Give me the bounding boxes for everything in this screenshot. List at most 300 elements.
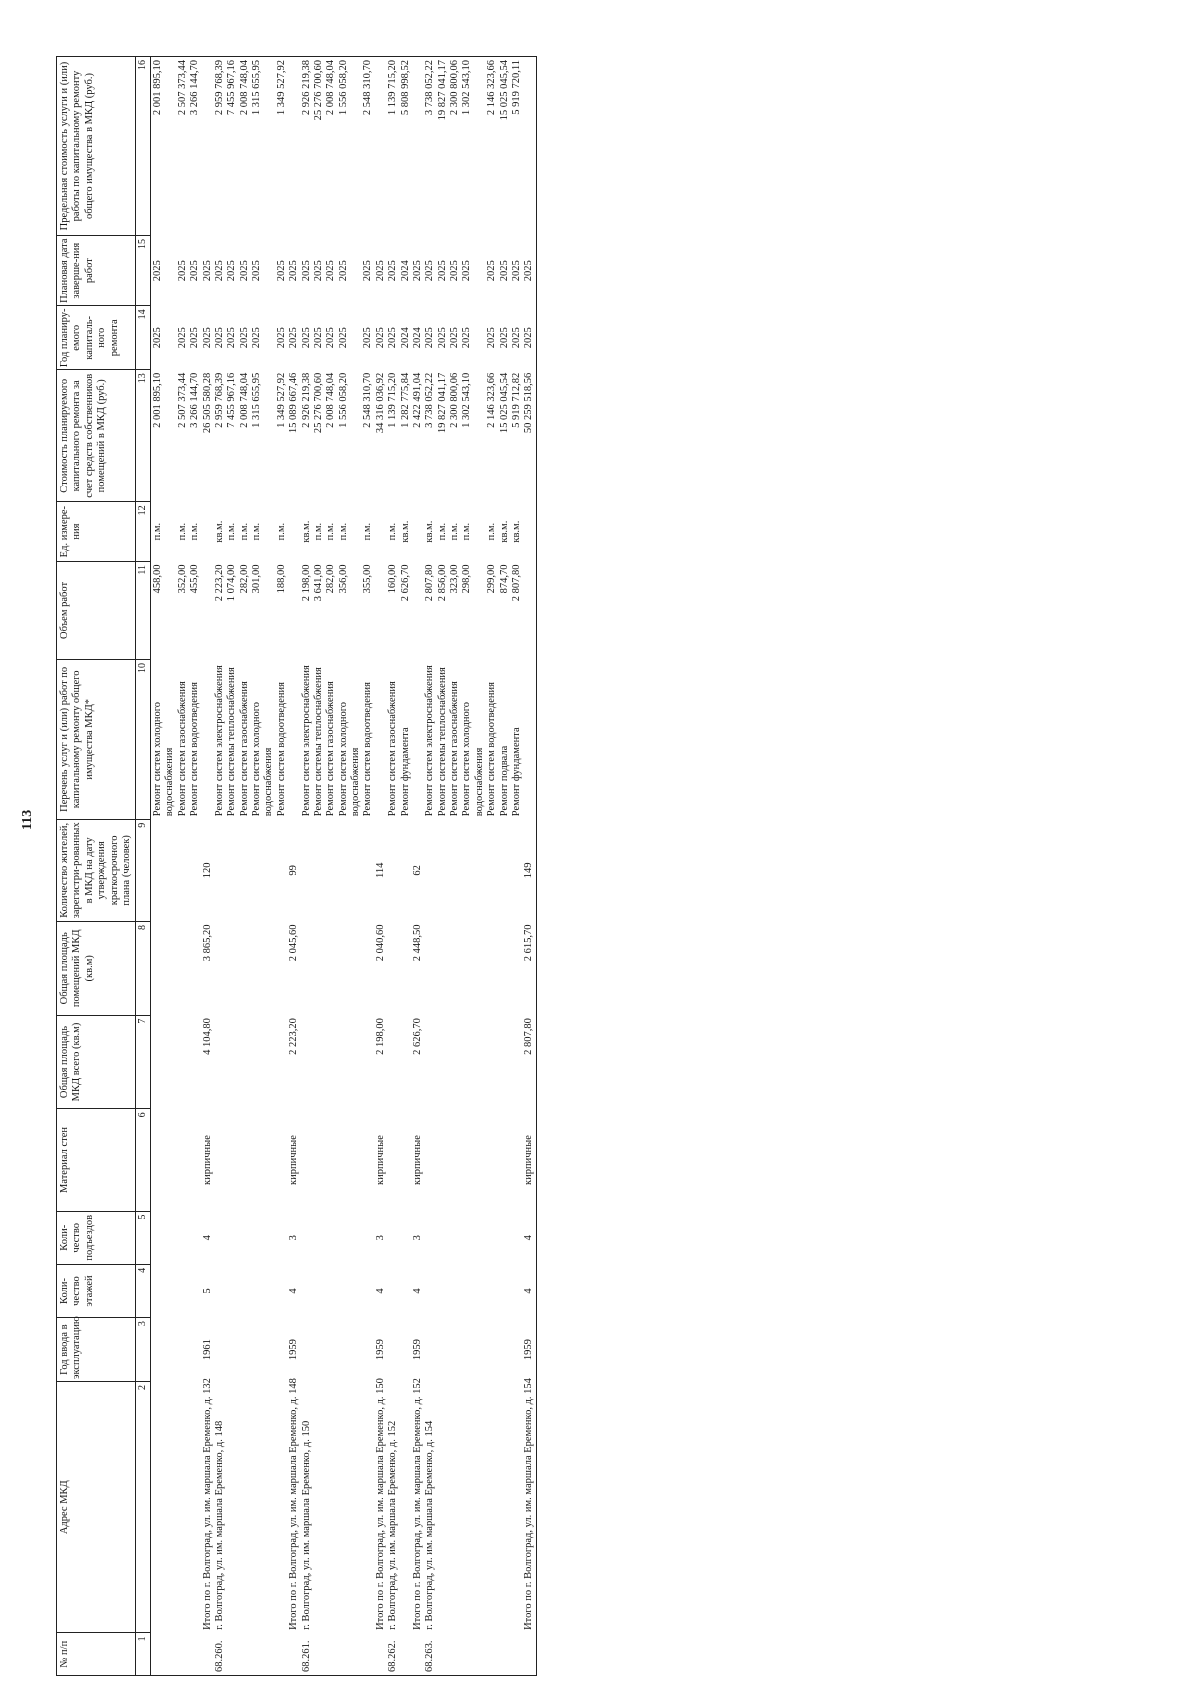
table-cell: 2 045,60 bbox=[288, 924, 300, 962]
table-cell: 68.260. bbox=[213, 1640, 225, 1672]
table-cell bbox=[338, 1318, 363, 1382]
table-cell: 34 316 036,92 bbox=[374, 372, 386, 434]
table-cell: 2 926 219,38 bbox=[300, 372, 312, 428]
column-header: Адрес МКД bbox=[57, 1382, 136, 1633]
table-cell bbox=[523, 502, 536, 562]
table-cell: Итого по г. Волгоград, ул. им. маршала Еременко, д. 154 bbox=[523, 1378, 535, 1630]
table-cell: 352,00 bbox=[176, 564, 188, 594]
table-cell: кв.м. bbox=[213, 520, 225, 543]
table-cell: 282,00 bbox=[238, 564, 250, 594]
table-cell bbox=[338, 1633, 363, 1676]
table-cell bbox=[523, 659, 536, 819]
table-cell bbox=[437, 1109, 449, 1211]
column-number: 9 bbox=[136, 819, 151, 921]
table-cell bbox=[214, 1318, 226, 1382]
table-cell: 2 146 323,66 bbox=[486, 372, 498, 428]
table-cell bbox=[523, 57, 536, 236]
table-cell bbox=[239, 1633, 251, 1676]
table-cell bbox=[251, 1109, 276, 1211]
table-cell bbox=[449, 1318, 461, 1382]
table-cell bbox=[523, 561, 536, 659]
table-cell bbox=[177, 1264, 189, 1317]
column-number: 15 bbox=[136, 236, 151, 306]
table-cell bbox=[499, 1211, 511, 1264]
table-cell: Ремонт подвала bbox=[498, 745, 510, 817]
table-cell bbox=[486, 921, 498, 1015]
table-row bbox=[301, 57, 313, 1676]
table-cell: 19 827 041,17 bbox=[436, 60, 448, 121]
table-row bbox=[276, 57, 288, 1676]
table-cell bbox=[424, 921, 436, 1015]
table-cell bbox=[226, 1264, 238, 1317]
table-cell: п.м. bbox=[387, 522, 399, 541]
table-cell: г. Волгоград, ул. им. маршала Еременко, д. 152 bbox=[387, 1420, 399, 1630]
table-cell bbox=[511, 1318, 523, 1382]
table-cell bbox=[400, 1211, 412, 1264]
table-cell: 4 bbox=[288, 1288, 300, 1294]
table-cell bbox=[239, 1382, 251, 1633]
table-cell bbox=[226, 819, 238, 921]
table-cell bbox=[362, 921, 374, 1015]
table-cell: 2025 bbox=[300, 327, 312, 349]
table-cell bbox=[338, 819, 363, 921]
table-cell: 2025 bbox=[238, 327, 250, 349]
table-cell: 2025 bbox=[251, 260, 263, 282]
table-row bbox=[338, 57, 363, 1676]
table-cell bbox=[251, 819, 276, 921]
table-cell bbox=[449, 1015, 461, 1109]
table-cell: 3 738 052,22 bbox=[424, 60, 436, 116]
table-cell bbox=[325, 1318, 337, 1382]
table-cell bbox=[362, 1382, 374, 1633]
table-cell: 1 315 655,95 bbox=[251, 372, 263, 428]
table-cell: 458,00 bbox=[152, 564, 164, 594]
table-cell: 4 bbox=[374, 1288, 386, 1294]
table-cell: 1 349 527,92 bbox=[275, 60, 287, 116]
table-cell: 15 025 045,54 bbox=[498, 372, 510, 434]
table-cell: 2025 bbox=[498, 327, 510, 349]
column-number: 7 bbox=[136, 1015, 151, 1109]
table-cell: 25 276 700,60 bbox=[312, 372, 324, 434]
table-cell: 2025 bbox=[213, 327, 225, 349]
table-cell bbox=[313, 1318, 325, 1382]
table-cell: 2 300 800,06 bbox=[449, 60, 461, 116]
table-cell bbox=[511, 1109, 523, 1211]
table-cell bbox=[461, 1109, 486, 1211]
table-cell bbox=[461, 1015, 486, 1109]
column-header: Год планиру-емого капиталь-ного ремонта bbox=[57, 306, 136, 370]
table-cell: Ремонт систем водоотведения bbox=[486, 682, 498, 817]
table-cell: 3 bbox=[288, 1235, 300, 1241]
table-cell bbox=[437, 1211, 449, 1264]
table-cell: 2025 bbox=[411, 260, 423, 282]
table-cell bbox=[301, 1015, 313, 1109]
table-cell: кирпичные bbox=[523, 1135, 535, 1185]
table-cell: 4 bbox=[523, 1288, 535, 1294]
table-cell: Итого по г. Волгоград, ул. им. маршала Еременко, д. 148 bbox=[288, 1378, 300, 1630]
table-cell bbox=[362, 1264, 374, 1317]
table-cell: 2 223,20 bbox=[288, 1018, 300, 1055]
table-cell bbox=[202, 57, 214, 236]
table-cell: кв.м. bbox=[424, 520, 436, 543]
table-cell: п.м. bbox=[189, 522, 201, 541]
column-header: № п/п bbox=[57, 1633, 136, 1676]
table-cell bbox=[202, 561, 214, 659]
table-cell bbox=[177, 921, 189, 1015]
table-cell: Ремонт фундамента bbox=[510, 727, 522, 817]
table-cell bbox=[177, 1015, 189, 1109]
table-cell: 2025 bbox=[424, 327, 436, 349]
table-cell bbox=[400, 921, 412, 1015]
table-cell bbox=[499, 1264, 511, 1317]
table-cell bbox=[288, 659, 300, 819]
table-cell: Ремонт систем холодного водоснабжения bbox=[461, 702, 485, 817]
column-header: Объем работ bbox=[57, 561, 136, 659]
table-cell: 1959 bbox=[288, 1339, 300, 1361]
table-cell bbox=[437, 1264, 449, 1317]
table-cell: п.м. bbox=[337, 522, 349, 541]
table-cell: 3 738 052,22 bbox=[424, 372, 436, 428]
table-cell bbox=[437, 1633, 449, 1676]
table-cell bbox=[424, 819, 436, 921]
table-cell: 2025 bbox=[387, 260, 399, 282]
table-cell: Итого по г. Волгоград, ул. им. маршала Еременко, д. 150 bbox=[374, 1378, 386, 1630]
table-cell bbox=[276, 1211, 288, 1264]
table-cell bbox=[412, 57, 424, 236]
table-cell: 2025 bbox=[461, 327, 473, 349]
table-cell bbox=[251, 1264, 276, 1317]
table-cell bbox=[301, 921, 313, 1015]
table-cell bbox=[375, 561, 387, 659]
table-cell: 3 641,00 bbox=[312, 564, 324, 602]
table-cell bbox=[276, 1264, 288, 1317]
table-cell bbox=[177, 1211, 189, 1264]
table-cell bbox=[486, 1109, 498, 1211]
table-cell bbox=[387, 1109, 399, 1211]
table-cell: кирпичные bbox=[374, 1135, 386, 1185]
column-number: 5 bbox=[136, 1211, 151, 1264]
table-cell: 2 001 895,10 bbox=[152, 60, 164, 116]
table-cell bbox=[325, 1264, 337, 1317]
table-cell: 2 807,80 bbox=[510, 564, 522, 602]
table-cell bbox=[400, 1382, 412, 1633]
table-cell bbox=[313, 1109, 325, 1211]
table-row bbox=[189, 57, 201, 1676]
table-cell bbox=[288, 1633, 300, 1676]
table-cell bbox=[387, 921, 399, 1015]
table-cell: 2 448,50 bbox=[411, 924, 423, 962]
table-cell: 1959 bbox=[411, 1339, 423, 1361]
table-cell bbox=[189, 1318, 201, 1382]
table-cell bbox=[400, 1015, 412, 1109]
table-cell: 2025 bbox=[486, 260, 498, 282]
table-row bbox=[288, 57, 300, 1676]
table-cell: 2 507 373,44 bbox=[176, 60, 188, 116]
table-cell bbox=[151, 1109, 177, 1211]
table-cell bbox=[338, 921, 363, 1015]
table-cell bbox=[338, 1264, 363, 1317]
table-cell: п.м. bbox=[449, 522, 461, 541]
table-cell: 2 008 748,04 bbox=[238, 60, 250, 116]
table-cell: п.м. bbox=[275, 522, 287, 541]
table-cell: 2025 bbox=[325, 260, 337, 282]
table-cell: 2025 bbox=[362, 260, 374, 282]
table-cell bbox=[461, 1318, 486, 1382]
table-cell bbox=[151, 1264, 177, 1317]
table-cell: 160,00 bbox=[387, 564, 399, 594]
table-cell: Ремонт систем холодного водоснабжения bbox=[152, 702, 176, 817]
table-cell bbox=[499, 921, 511, 1015]
table-cell bbox=[214, 1015, 226, 1109]
table-cell bbox=[437, 1318, 449, 1382]
table-cell: 2025 bbox=[523, 327, 535, 349]
table-cell bbox=[313, 1633, 325, 1676]
table-cell: 1 556 058,20 bbox=[337, 60, 349, 116]
table-cell: 2 615,70 bbox=[523, 924, 535, 962]
table-cell: п.м. bbox=[486, 522, 498, 541]
table-cell bbox=[375, 502, 387, 562]
table-cell: 4 bbox=[411, 1288, 423, 1294]
table-cell: 3 266 144,70 bbox=[189, 60, 201, 116]
table-cell: 5 808 998,52 bbox=[399, 60, 411, 116]
table-cell: 120 bbox=[201, 862, 213, 879]
table-cell: 2 548 310,70 bbox=[362, 60, 374, 116]
table-cell: 2 548 310,70 bbox=[362, 372, 374, 428]
table-cell bbox=[511, 1264, 523, 1317]
table-cell bbox=[177, 1633, 189, 1676]
table-cell bbox=[499, 819, 511, 921]
table-cell: 874,70 bbox=[498, 564, 510, 594]
column-number: 16 bbox=[136, 57, 151, 236]
table-cell: 1 139 715,20 bbox=[387, 372, 399, 428]
table-cell: 2025 bbox=[201, 260, 213, 282]
table-cell: 2 300 800,06 bbox=[449, 372, 461, 428]
table-cell bbox=[424, 1264, 436, 1317]
table-cell: 2025 bbox=[189, 260, 201, 282]
table-cell: 68.263. bbox=[424, 1640, 436, 1672]
table-cell: 2 507 373,44 bbox=[176, 372, 188, 428]
table-cell bbox=[301, 1264, 313, 1317]
table-cell: 5 919 720,11 bbox=[510, 60, 522, 115]
table-cell: 68.261. bbox=[300, 1640, 312, 1672]
table-cell bbox=[239, 1318, 251, 1382]
table-cell: 2025 bbox=[251, 327, 263, 349]
table-cell: 2025 bbox=[288, 260, 300, 282]
table-cell: 2025 bbox=[337, 327, 349, 349]
table-cell: 2 807,80 bbox=[424, 564, 436, 602]
table-cell: п.м. bbox=[226, 522, 238, 541]
table-cell bbox=[301, 1109, 313, 1211]
table-cell bbox=[239, 1211, 251, 1264]
table-cell: 2025 bbox=[424, 260, 436, 282]
table-cell bbox=[461, 921, 486, 1015]
table-cell: 3 865,20 bbox=[201, 924, 213, 962]
table-cell bbox=[239, 921, 251, 1015]
table-cell: 2025 bbox=[226, 327, 238, 349]
table-cell: Ремонт систем электроснабжения bbox=[213, 665, 225, 817]
table-cell: Ремонт системы теплоснабжения bbox=[436, 667, 448, 817]
table-cell: 356,00 bbox=[337, 564, 349, 594]
table-cell bbox=[202, 659, 214, 819]
table-cell bbox=[239, 1109, 251, 1211]
table-cell bbox=[189, 1264, 201, 1317]
table-cell: 2 926 219,38 bbox=[300, 60, 312, 116]
table-cell: 1959 bbox=[374, 1339, 386, 1361]
table-cell bbox=[276, 1015, 288, 1109]
table-cell bbox=[189, 1633, 201, 1676]
table-cell bbox=[499, 1015, 511, 1109]
table-cell bbox=[276, 819, 288, 921]
table-cell: 1 302 543,10 bbox=[461, 60, 473, 116]
table-cell bbox=[412, 659, 424, 819]
table-cell bbox=[251, 1015, 276, 1109]
table-cell bbox=[486, 1015, 498, 1109]
column-number: 12 bbox=[136, 502, 151, 562]
table-cell: 149 bbox=[523, 862, 535, 879]
table-cell bbox=[288, 502, 300, 562]
table-cell bbox=[362, 1318, 374, 1382]
table-cell: 2025 bbox=[510, 327, 522, 349]
table-cell: кирпичные bbox=[288, 1135, 300, 1185]
table-cell bbox=[325, 921, 337, 1015]
table-cell bbox=[437, 921, 449, 1015]
table-cell bbox=[375, 1633, 387, 1676]
table-cell: 1 315 655,95 bbox=[251, 60, 263, 116]
column-header: Плановая дата заверше-ния работ bbox=[57, 236, 136, 306]
table-cell bbox=[412, 1633, 424, 1676]
table-row bbox=[325, 57, 337, 1676]
table-cell: 25 276 700,60 bbox=[312, 60, 324, 121]
table-cell: 3 bbox=[411, 1235, 423, 1241]
table-cell: п.м. bbox=[436, 522, 448, 541]
table-cell: 2025 bbox=[486, 327, 498, 349]
column-number: 13 bbox=[136, 370, 151, 502]
table-cell: 455,00 bbox=[189, 564, 201, 594]
table-cell: 2025 bbox=[275, 260, 287, 282]
table-cell: 50 259 518,56 bbox=[523, 372, 535, 434]
table-cell bbox=[177, 819, 189, 921]
table-cell: Ремонт систем газоснабжения bbox=[449, 681, 461, 817]
table-cell bbox=[461, 1211, 486, 1264]
table-cell bbox=[251, 1318, 276, 1382]
table-cell bbox=[189, 921, 201, 1015]
table-cell: п.м. bbox=[238, 522, 250, 541]
table-cell bbox=[499, 1633, 511, 1676]
table-cell bbox=[151, 1633, 177, 1676]
table-cell bbox=[239, 1264, 251, 1317]
table-cell: Ремонт систем водоотведения bbox=[189, 682, 201, 817]
table-cell bbox=[239, 1015, 251, 1109]
table-cell: 2025 bbox=[152, 260, 164, 282]
table-cell bbox=[449, 1211, 461, 1264]
table-cell bbox=[214, 1264, 226, 1317]
table-cell bbox=[214, 1109, 226, 1211]
table-cell bbox=[189, 1211, 201, 1264]
column-header: Ед. измере-ния bbox=[57, 502, 136, 562]
table-cell bbox=[276, 1382, 288, 1633]
table-cell: 2025 bbox=[374, 327, 386, 349]
table-row bbox=[251, 57, 276, 1676]
table-cell bbox=[523, 1633, 536, 1676]
table-cell bbox=[486, 1264, 498, 1317]
table-cell bbox=[325, 819, 337, 921]
table-cell bbox=[362, 1633, 374, 1676]
table-cell bbox=[189, 1015, 201, 1109]
table-cell: 1 556 058,20 bbox=[337, 372, 349, 428]
table-cell: 2025 bbox=[176, 260, 188, 282]
table-cell: 2025 bbox=[449, 260, 461, 282]
table-cell bbox=[362, 1015, 374, 1109]
table-cell bbox=[449, 1633, 461, 1676]
table-cell bbox=[313, 1264, 325, 1317]
table-cell bbox=[214, 1211, 226, 1264]
table-row bbox=[387, 57, 399, 1676]
table-cell bbox=[486, 1211, 498, 1264]
table-cell bbox=[461, 1264, 486, 1317]
table-cell bbox=[313, 819, 325, 921]
table-cell bbox=[313, 921, 325, 1015]
table-cell: 2025 bbox=[226, 260, 238, 282]
table-cell bbox=[151, 1318, 177, 1382]
table-cell bbox=[151, 1382, 177, 1633]
table-cell bbox=[387, 819, 399, 921]
table-cell: Ремонт системы теплоснабжения bbox=[312, 667, 324, 817]
table-cell: п.м. bbox=[152, 522, 164, 541]
table-cell: 2025 bbox=[176, 327, 188, 349]
table-cell: 2025 bbox=[312, 260, 324, 282]
table-row bbox=[313, 57, 325, 1676]
column-header: Коли-чество этажей bbox=[57, 1264, 136, 1317]
table-cell: 19 827 041,17 bbox=[436, 372, 448, 434]
table-cell bbox=[499, 1382, 511, 1633]
table-cell: 2025 bbox=[362, 327, 374, 349]
table-cell: 2 959 768,39 bbox=[213, 60, 225, 116]
table-cell bbox=[226, 1211, 238, 1264]
table-cell bbox=[338, 1211, 363, 1264]
table-cell bbox=[151, 1211, 177, 1264]
table-cell: 7 455 967,16 bbox=[226, 372, 238, 428]
table-cell: Итого по г. Волгоград, ул. им. маршала Еременко, д. 132 bbox=[201, 1378, 213, 1630]
table-cell bbox=[424, 1318, 436, 1382]
table-cell: 4 104,80 bbox=[201, 1018, 213, 1055]
table-cell: 1 282 775,84 bbox=[399, 372, 411, 428]
table-cell bbox=[486, 819, 498, 921]
table-cell: 2025 bbox=[275, 327, 287, 349]
table-cell bbox=[276, 1633, 288, 1676]
table-row bbox=[151, 57, 177, 1676]
table-cell: 2 626,70 bbox=[399, 564, 411, 602]
table-cell bbox=[325, 1109, 337, 1211]
table-cell: 2 626,70 bbox=[411, 1018, 423, 1055]
table-cell bbox=[313, 1382, 325, 1633]
table-cell: 2025 bbox=[461, 260, 473, 282]
table-cell: 1 302 543,10 bbox=[461, 372, 473, 428]
table-cell bbox=[362, 1211, 374, 1264]
table-cell: 2025 bbox=[201, 327, 213, 349]
table-cell: Ремонт систем холодного водоснабжения bbox=[337, 702, 362, 817]
table-cell: 2024 bbox=[411, 327, 423, 349]
table-cell: 15 089 667,46 bbox=[288, 372, 300, 434]
table-cell bbox=[362, 819, 374, 921]
table-cell bbox=[313, 1211, 325, 1264]
table-cell: 188,00 bbox=[275, 564, 287, 594]
table-cell: 355,00 bbox=[362, 564, 374, 594]
table-cell bbox=[288, 561, 300, 659]
table-cell bbox=[486, 1318, 498, 1382]
table-cell: 301,00 bbox=[251, 564, 263, 594]
column-number: 2 bbox=[136, 1382, 151, 1633]
table-cell: 2 008 748,04 bbox=[325, 372, 337, 428]
